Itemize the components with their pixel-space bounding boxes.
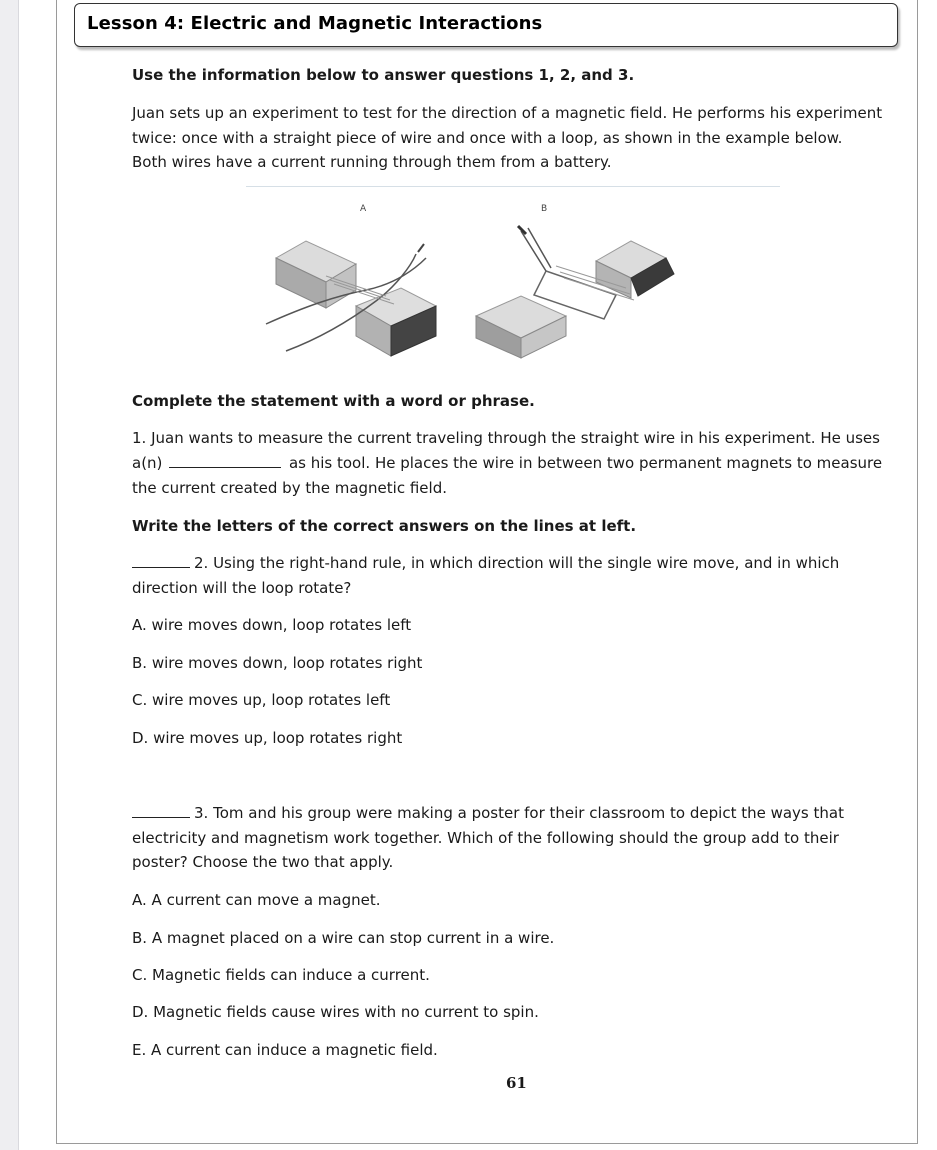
lesson-title: Lesson 4: Electric and Magnetic Interactions (87, 13, 543, 34)
q2-answer-blank[interactable] (132, 553, 190, 568)
q3-option-b: B. A magnet placed on a wire can stop current in a wire. (132, 929, 555, 947)
intro-line-1: Juan sets up an experiment to test for the direction of a magnetic field. He performs his experiment (132, 104, 883, 122)
figure-label-b: B (541, 204, 548, 214)
q1-suffix: as his tool. He places the wire in between two permanent magnets to measure (288, 454, 883, 472)
q1-line-1: 1. Juan wants to measure the current traveling through the straight wire in his experiment. He uses (132, 429, 880, 447)
q2-option-d: D. wire moves up, loop rotates right (132, 729, 403, 747)
straight-wire-setup (266, 241, 436, 356)
q3-option-c: C. Magnetic fields can induce a current. (132, 966, 430, 984)
q2-line-1 (132, 551, 839, 576)
q2-option-b: B. wire moves down, loop rotates right (132, 654, 423, 672)
intro-line-3: Both wires have a current running through them from a battery. (132, 153, 612, 171)
q2-option-a: A. wire moves down, loop rotates left (132, 616, 412, 634)
intro-line-2: twice: once with a straight piece of wire and once with a loop, as shown in the example below. (132, 129, 843, 147)
q3-option-d: D. Magnetic fields cause wires with no current to spin. (132, 1003, 539, 1021)
loop-wire-setup (476, 226, 674, 358)
page-number: 61 (506, 1074, 527, 1092)
experiment-figure (246, 186, 780, 372)
intro-instruction: Use the information below to answer questions 1, 2, and 3. (132, 66, 635, 84)
q3-option-e: E. A current can induce a magnetic field. (132, 1041, 438, 1059)
figure-label-a: A (360, 204, 367, 214)
q1-prefix: a(n) (132, 454, 163, 472)
section1-heading: Complete the statement with a word or phrase. (132, 392, 535, 410)
q1-line-2 (132, 451, 882, 476)
q2-text: 2. Using the right-hand rule, in which direction will the single wire move, and in which (194, 554, 840, 572)
section2-heading: Write the letters of the correct answers on the lines at left. (132, 517, 637, 535)
q3-answer-blank[interactable] (132, 803, 190, 818)
q2-option-c: C. wire moves up, loop rotates left (132, 691, 391, 709)
viewer-left-strip (0, 0, 19, 1150)
q3-line-2: electricity and magnetism work together. Which of the following should the group add to their (132, 829, 839, 847)
q1-line-3: the current created by the magnetic field. (132, 479, 447, 497)
lesson-title-box (74, 3, 898, 47)
q3-text: 3. Tom and his group were making a poster for their classroom to depict the ways that (194, 804, 844, 822)
q2-line-2: direction will the loop rotate? (132, 579, 352, 597)
q3-option-a: A. A current can move a magnet. (132, 891, 381, 909)
q1-answer-blank[interactable] (169, 453, 281, 468)
q3-line-3: poster? Choose the two that apply. (132, 853, 394, 871)
magnet-wire-illustration (246, 186, 780, 372)
q3-line-1 (132, 801, 844, 826)
